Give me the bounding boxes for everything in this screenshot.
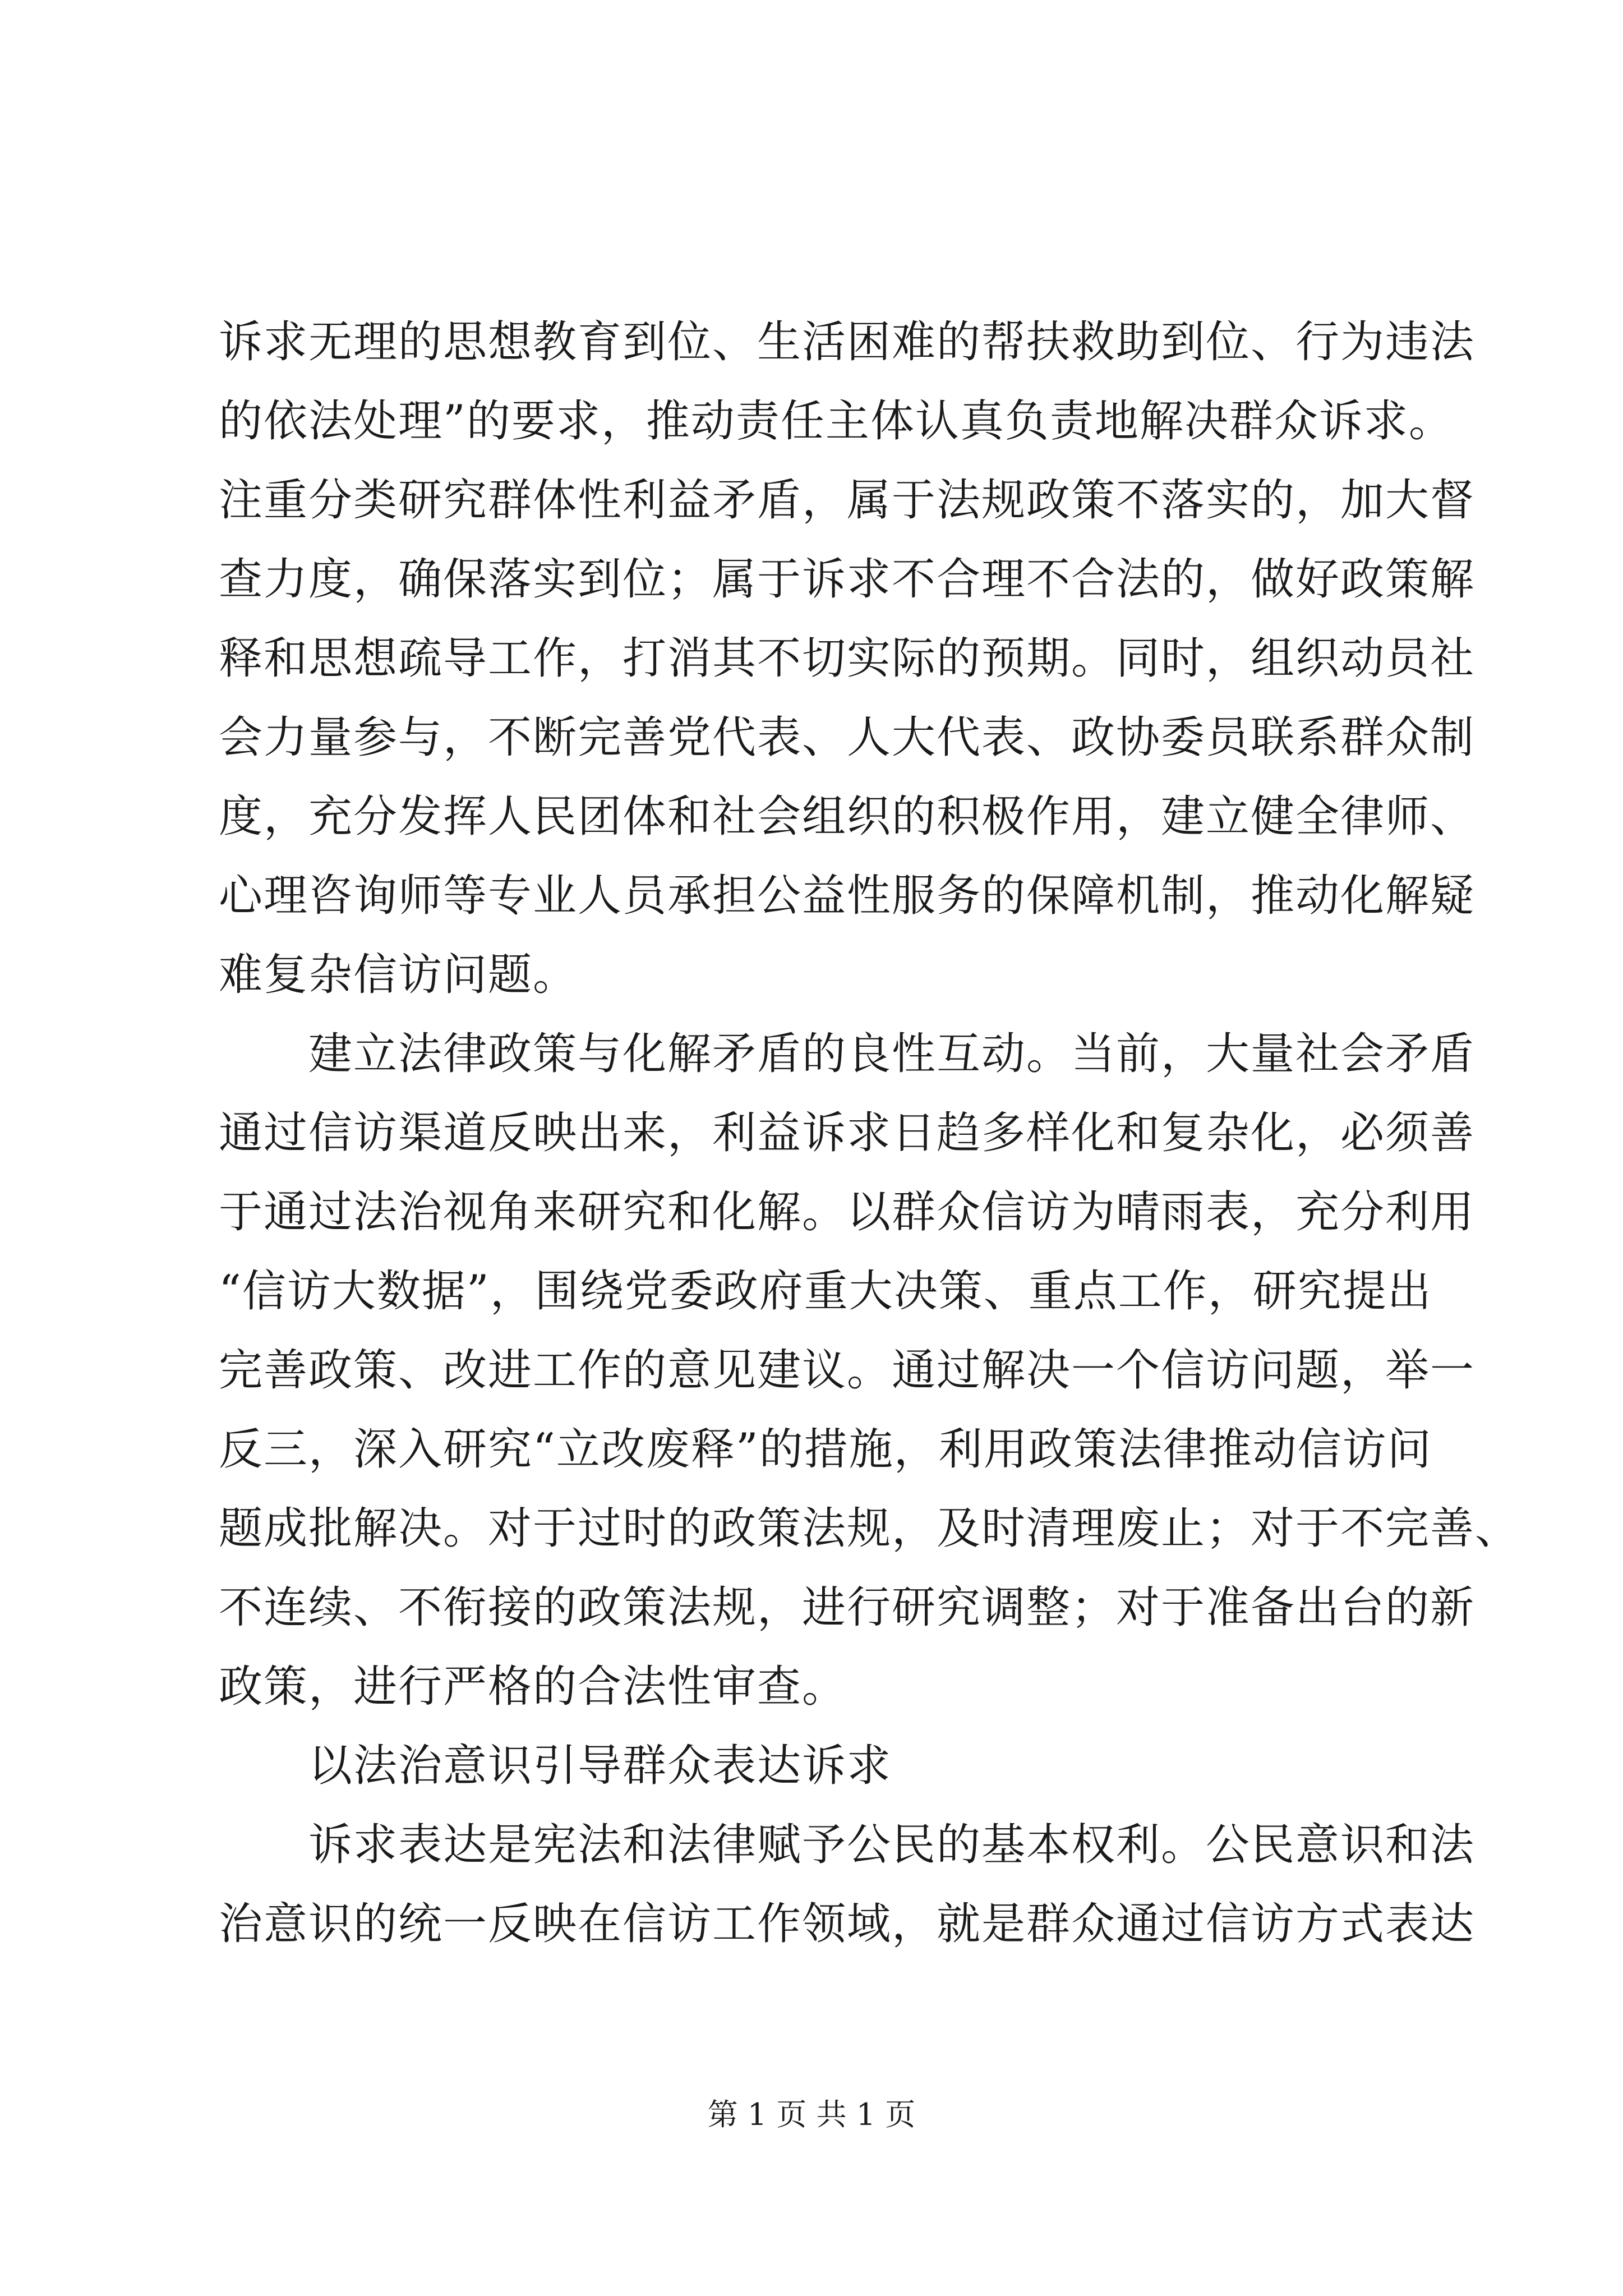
text-line: 的依法处理”的要求，推动责任主体认真负责地解决群众诉求。 (219, 396, 1454, 447)
text-line: 诉求无理的思想教育到位、生活困难的帮扶救助到位、行为违法 (219, 317, 1476, 367)
text-line: 难复杂信访问题。 (219, 950, 578, 1000)
text-line: 反三，深入研究“立改废释”的措施，利用政策法律推动信访问 (219, 1424, 1432, 1475)
text-line: 治意识的统一反映在信访工作领域，就是群众通过信访方式表达 (219, 1899, 1476, 1949)
text-line: 诉求表达是宪法和法律赋予公民的基本权利。公民意识和法 (219, 1820, 1476, 1870)
text-line: 完善政策、改进工作的意见建议。通过解决一个信访问题，举一 (219, 1345, 1476, 1396)
text-line: 于通过法治视角来研究和化解。以群众信访为晴雨表，充分利用 (219, 1187, 1476, 1237)
body-text (219, 303, 1520, 1964)
text-line: 释和思想疏导工作，打消其不切实际的预期。同时，组织动员社 (219, 633, 1476, 684)
page-number: 第 1 页 共 1 页 (707, 2097, 916, 2132)
text-line: 建立法律政策与化解矛盾的良性互动。当前，大量社会矛盾 (219, 1029, 1476, 1079)
text-line: 查力度，确保落实到位；属于诉求不合理不合法的，做好政策解 (219, 554, 1476, 605)
text-line: 注重分类研究群体性利益矛盾，属于法规政策不落实的，加大督 (219, 475, 1476, 526)
text-line: 题成批解决。对于过时的政策法规，及时清理废止；对于不完善、 (219, 1503, 1520, 1554)
text-line: 会力量参与，不断完善党代表、人大代表、政协委员联系群众制 (219, 712, 1476, 763)
text-line: 通过信访渠道反映出来，利益诉求日趋多样化和复杂化，必须善 (219, 1108, 1476, 1158)
text-line: 政策，进行严格的合法性审查。 (219, 1662, 847, 1712)
text-line: 不连续、不衔接的政策法规，进行研究调整；对于准备出台的新 (219, 1582, 1476, 1633)
text-line: 心理咨询师等专业人员承担公益性服务的保障机制，推动化解疑 (219, 871, 1476, 921)
section-heading: 以法治意识引导群众表达诉求 (219, 1741, 892, 1791)
text-line: “信访大数据”，围绕党委政府重大决策、重点工作，研究提出 (219, 1266, 1432, 1317)
page-footer (0, 2095, 1623, 2134)
text-line: 度，充分发挥人民团体和社会组织的积极作用，建立健全律师、 (219, 792, 1476, 842)
